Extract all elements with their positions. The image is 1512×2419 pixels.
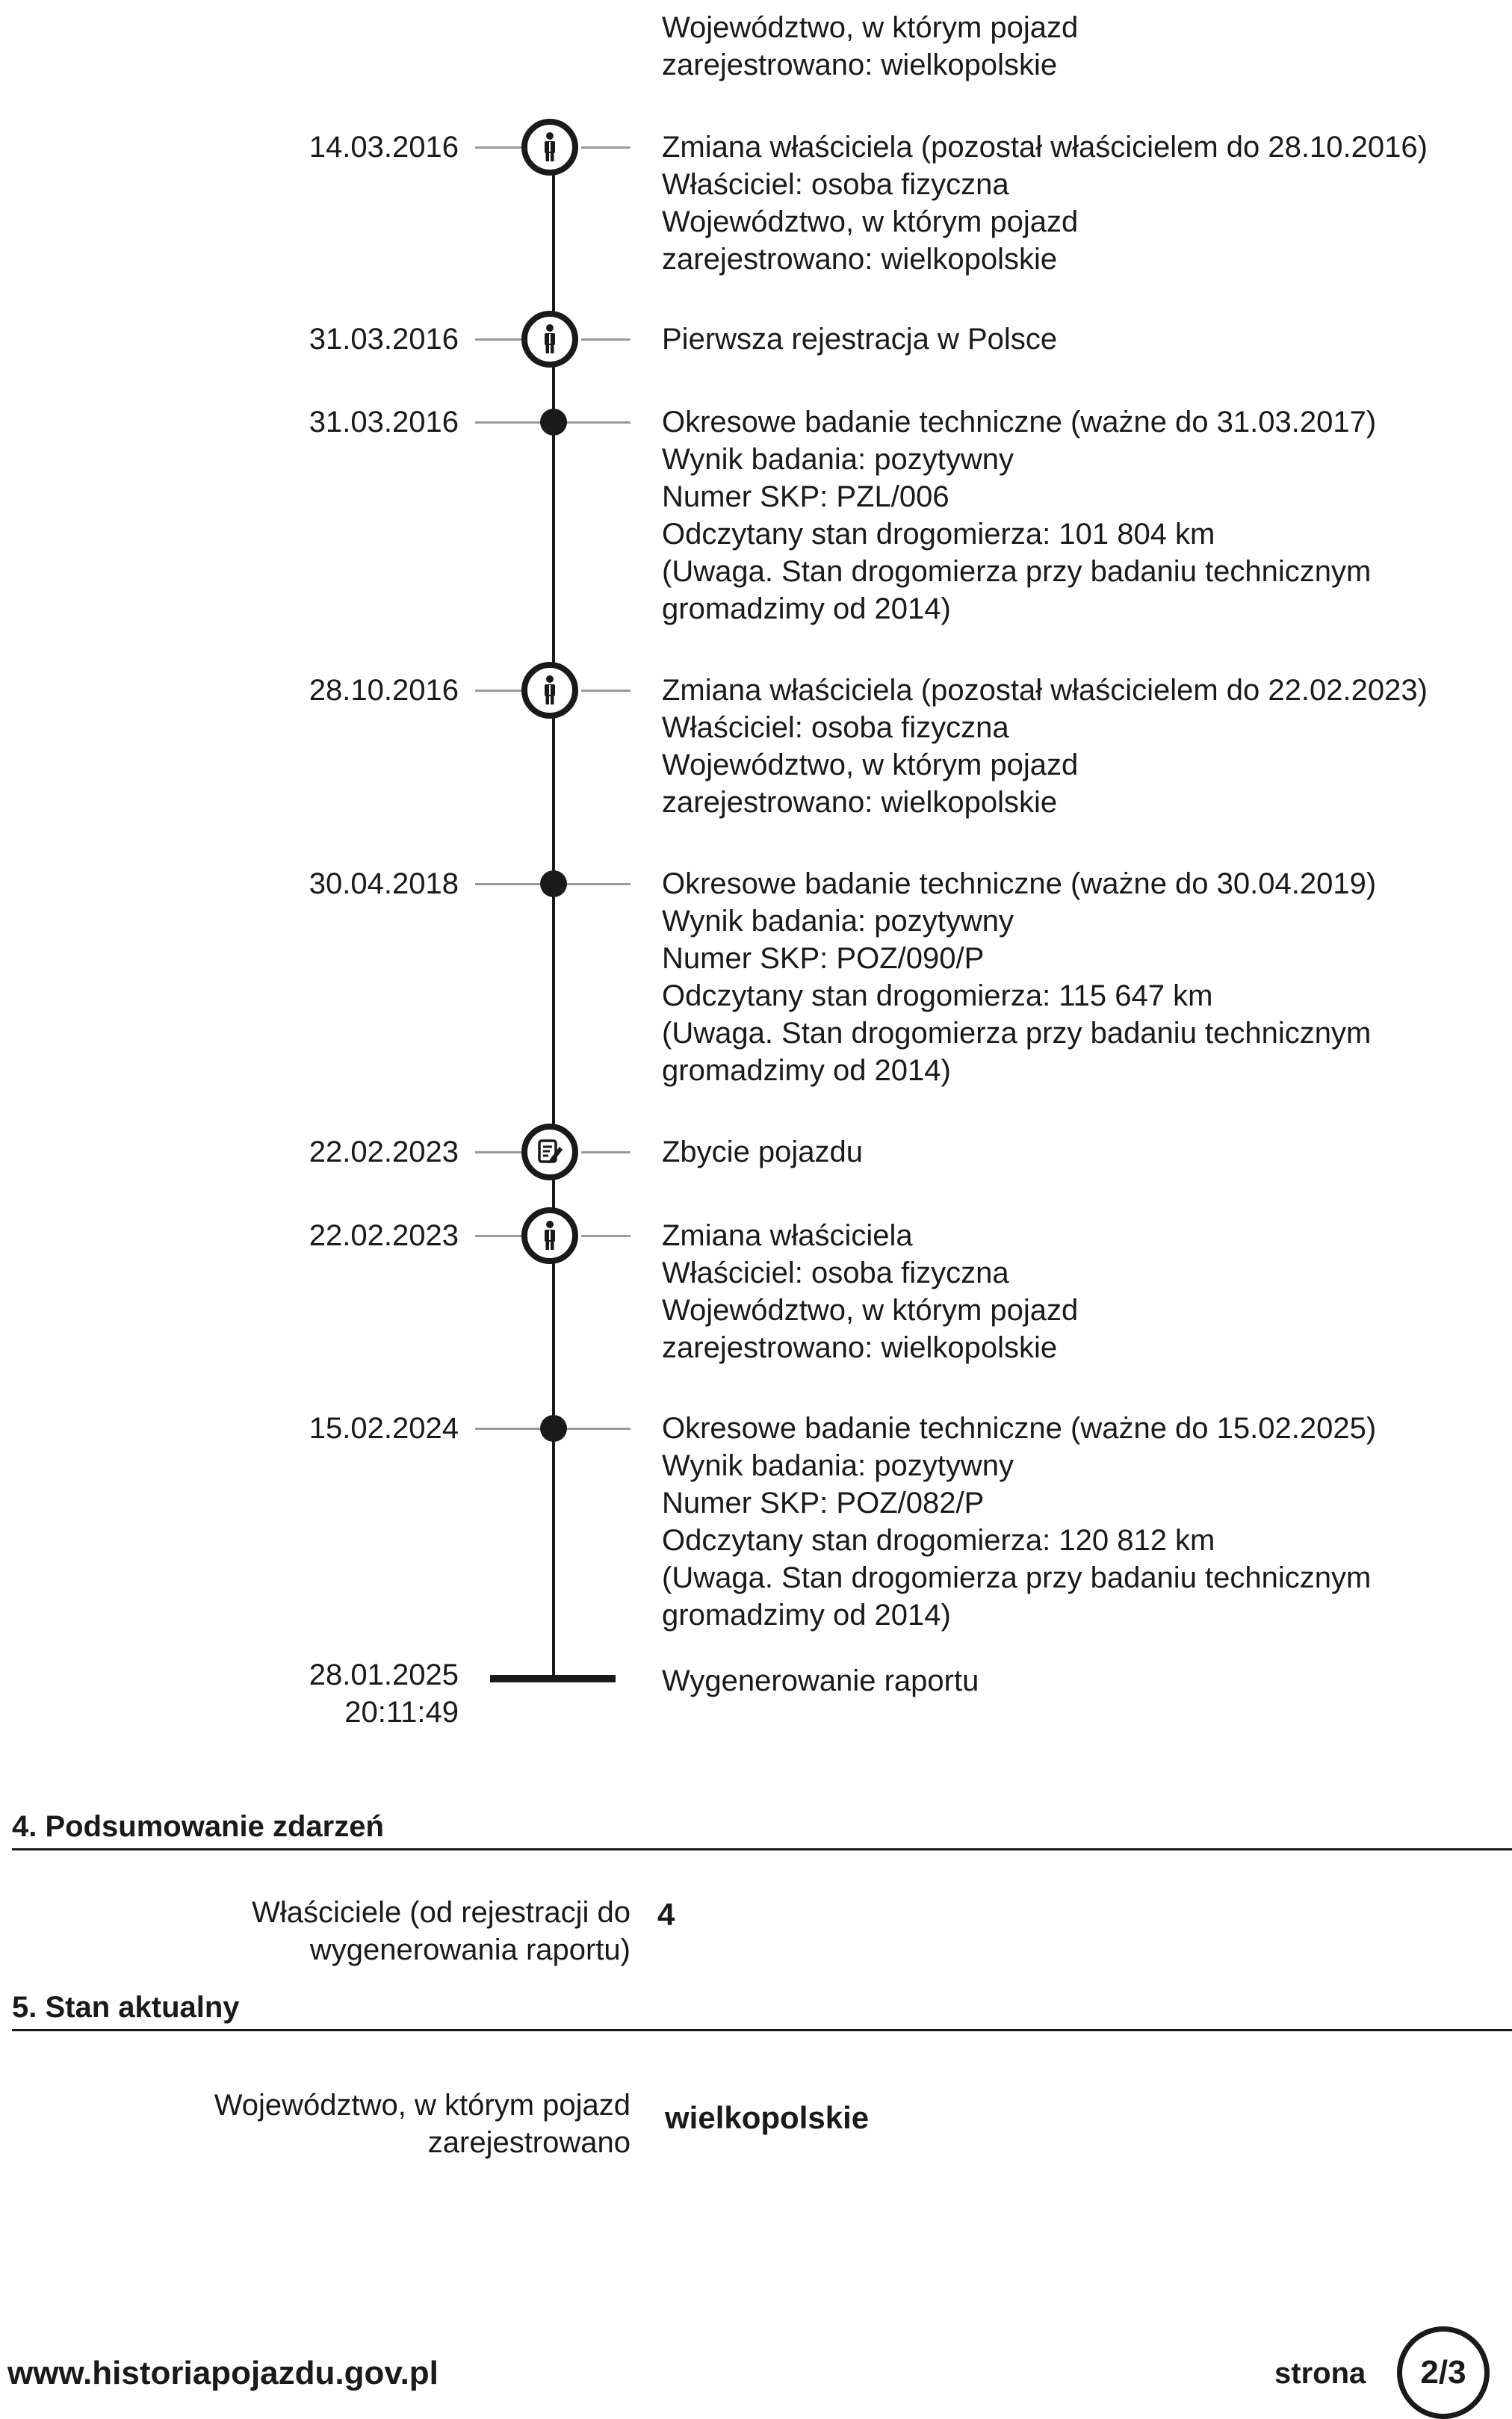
- region-value: wielkopolskie: [665, 2100, 870, 2135]
- event-description: Okresowe badanie techniczne (ważne do 31.03.2017) Wynik badania: pozytywny Numer SKP: PZL/006 Odczytany stan drogomierza: 101 804 km (Uwaga. Stan drogomierza przy badaniu technicznym gromadzimy od 2014): [662, 406, 1377, 625]
- timeline-axis: [552, 142, 555, 1675]
- event-date: 30.04.2018: [309, 867, 459, 900]
- document-edit-icon: [521, 1124, 578, 1180]
- footer-url[interactable]: www.historiapojazdu.gov.pl: [7, 2355, 439, 2391]
- event-description: Zmiana właściciela (pozostał właścicielem do 22.02.2023) Właściciel: osoba fizyczna Województwo, w którym pojazd zarejestrowano: wielkopolskie: [662, 674, 1428, 819]
- timeline-continuation: Województwo, w którym pojazd zarejestrowano: wielkopolskie: [662, 11, 1079, 81]
- dot-icon: [540, 409, 567, 436]
- event-date: 31.03.2016: [309, 323, 459, 356]
- event-description: Zmiana właściciela Właściciel: osoba fizyczna Województwo, w którym pojazd zarejestrowano: wielkopolskie: [662, 1219, 1079, 1364]
- page-number-badge: 2/3: [1397, 2326, 1490, 2419]
- person-icon: [521, 119, 578, 176]
- event-date: 15.02.2024: [309, 1412, 459, 1445]
- person-icon: [521, 662, 578, 719]
- event-description: Zmiana właściciela (pozostał właścicielem do 28.10.2016) Właściciel: osoba fizyczna Województwo, w którym pojazd zarejestrowano: wielkopolskie: [662, 131, 1428, 276]
- person-icon: [521, 1207, 578, 1264]
- event-description: Wygenerowanie raportu: [662, 1664, 979, 1697]
- event-date: 28.10.2016: [309, 674, 459, 707]
- dot-icon: [540, 1415, 567, 1442]
- section-title-current: 5. Stan aktualny: [12, 1991, 240, 2024]
- region-label: Województwo, w którym pojazd zarejestrowano: [214, 2089, 630, 2159]
- section-title-summary: 4. Podsumowanie zdarzeń: [12, 1810, 384, 1843]
- event-description: Okresowe badanie techniczne (ważne do 30.04.2019) Wynik badania: pozytywny Numer SKP: POZ/090/P Odczytany stan drogomierza: 115 647 km (Uwaga. Stan drogomierza przy badaniu technicznym gromadzimy od 2014): [662, 867, 1377, 1087]
- event-date: 28.01.2025: [309, 1658, 459, 1691]
- owners-label: Właściciele (od rejestracji do wygenerowania raportu): [252, 1896, 630, 1966]
- event-date: 22.02.2023: [309, 1219, 459, 1252]
- timeline-end-bar: [490, 1675, 616, 1682]
- section-divider: [12, 2029, 1512, 2031]
- owners-value: 4: [657, 1897, 675, 1932]
- event-description: Okresowe badanie techniczne (ważne do 15.02.2025) Wynik badania: pozytywny Numer SKP: POZ/082/P Odczytany stan drogomierza: 120 812 km (Uwaga. Stan drogomierza przy badaniu technicznym gromadzimy od 2014): [662, 1412, 1377, 1632]
- event-date: 31.03.2016: [309, 406, 459, 439]
- event-description: Pierwsza rejestracja w Polsce: [662, 323, 1058, 356]
- event-date: 22.02.2023: [309, 1136, 459, 1168]
- person-icon: [521, 311, 578, 368]
- event-description: Zbycie pojazdu: [662, 1136, 864, 1168]
- section-divider: [12, 1848, 1512, 1850]
- event-date: 14.03.2016: [309, 131, 459, 164]
- event-time: 20:11:49: [344, 1696, 459, 1729]
- footer-page-label: strona: [1274, 2357, 1366, 2390]
- dot-icon: [540, 870, 567, 897]
